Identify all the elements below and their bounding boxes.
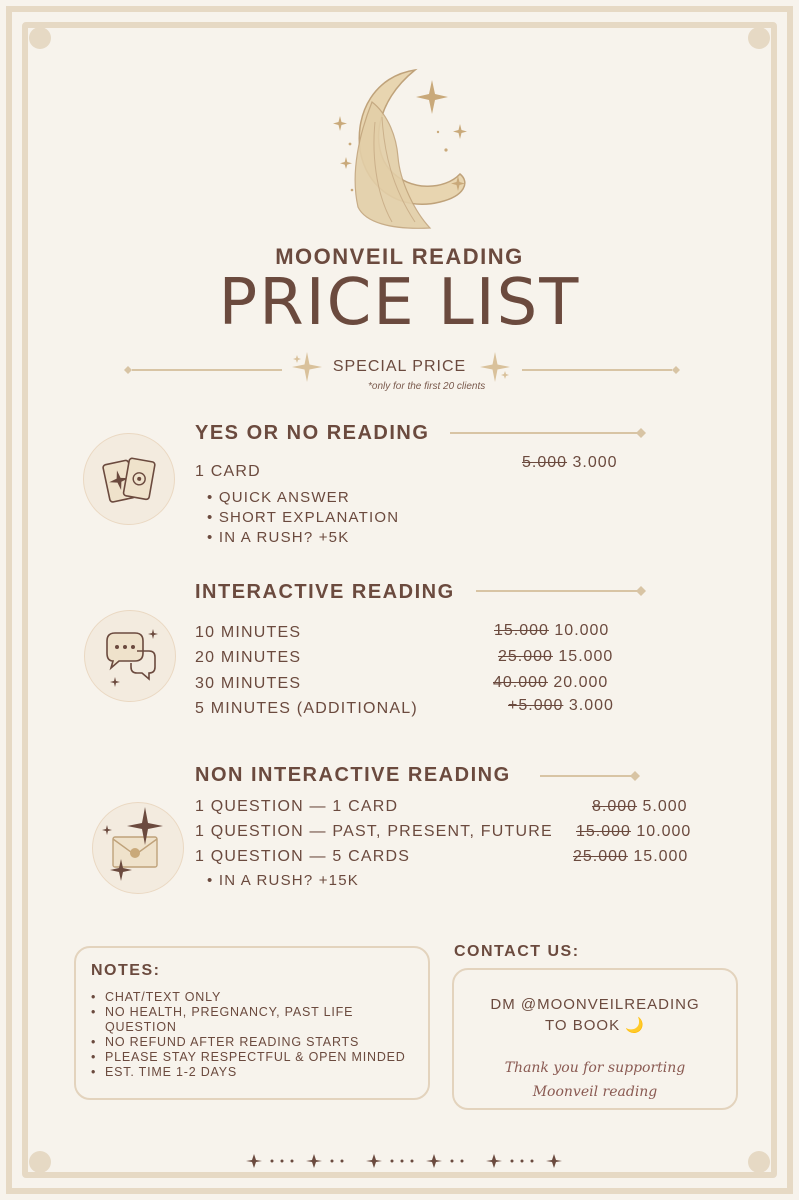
interactive-item-label: 20 MINUTES xyxy=(195,649,302,666)
crescent-moon-veil-icon xyxy=(320,62,480,237)
yes-no-icon-circle xyxy=(83,433,175,525)
yes-no-item-price xyxy=(522,454,618,472)
non-interactive-item-price xyxy=(576,823,691,841)
interactive-item-price xyxy=(493,674,608,692)
non-interactive-item-price xyxy=(592,798,688,816)
interactive-item-price xyxy=(508,697,614,715)
non-interactive-item-label: 1 QUESTION — 1 CARD xyxy=(195,798,399,815)
corner-dot-bottom-left xyxy=(29,1151,51,1173)
non-interactive-section-title: NON INTERACTIVE READING xyxy=(195,764,511,786)
interactive-item-label: 5 MINUTES (ADDITIONAL) xyxy=(195,700,418,717)
chat-bubbles-icon xyxy=(85,611,175,701)
interactive-item-label: 30 MINUTES xyxy=(195,675,302,692)
yes-no-section-title: YES OR NO READING xyxy=(195,422,430,444)
old-price: +5.000 xyxy=(508,697,564,714)
special-price-label: SPECIAL PRICE xyxy=(332,358,467,375)
note-item: • NO HEALTH, PREGNANCY, PAST LIFE QUESTION xyxy=(91,1005,411,1035)
old-price: 5.000 xyxy=(522,454,568,471)
note-item: • PLEASE STAY RESPECTFUL & OPEN MINDED xyxy=(91,1050,411,1065)
corner-dot-top-right xyxy=(748,27,770,49)
contact-title: CONTACT US: xyxy=(454,943,580,960)
non-interactive-divider xyxy=(540,769,642,783)
non-interactive-item-price xyxy=(573,848,688,866)
yes-no-divider xyxy=(450,426,648,440)
notes-title: NOTES: xyxy=(91,962,161,979)
special-price-note: *only for the first 20 clients xyxy=(368,381,486,392)
bottom-stars-decoration xyxy=(244,1150,564,1172)
interactive-item-price xyxy=(498,648,613,666)
new-price: 3.000 xyxy=(568,697,614,714)
old-price: 40.000 xyxy=(493,674,548,691)
new-price: 10.000 xyxy=(554,622,610,639)
non-interactive-bullet: • IN A RUSH? +15K xyxy=(207,872,359,889)
interactive-icon-circle xyxy=(84,610,176,702)
notes-box xyxy=(74,946,430,1100)
old-price: 15.000 xyxy=(494,622,549,639)
yes-no-bullet: • IN A RUSH? +5K xyxy=(207,529,350,546)
non-interactive-item-label: 1 QUESTION — PAST, PRESENT, FUTURE xyxy=(195,823,553,840)
thank-you-brand-line: Moonveil reading xyxy=(532,1084,658,1100)
interactive-section-title: INTERACTIVE READING xyxy=(195,581,455,603)
note-item: • NO REFUND AFTER READING STARTS xyxy=(91,1035,411,1050)
contact-book-line: TO BOOK 🌙 xyxy=(545,1017,645,1034)
note-item: • EST. TIME 1-2 DAYS xyxy=(91,1065,411,1080)
yes-no-bullet: • QUICK ANSWER xyxy=(207,489,350,506)
yes-no-item-label: 1 CARD xyxy=(195,463,261,480)
tarot-cards-icon xyxy=(84,434,174,524)
new-price: 20.000 xyxy=(553,674,609,691)
corner-dot-bottom-right xyxy=(748,1151,770,1173)
new-price: 10.000 xyxy=(636,823,692,840)
yes-no-bullet: • SHORT EXPLANATION xyxy=(207,509,400,526)
brand-name: MOONVEIL READING xyxy=(275,244,524,269)
corner-dot-top-left xyxy=(29,27,51,49)
notes-list xyxy=(91,990,411,1080)
interactive-item-price xyxy=(494,622,609,640)
interactive-item-label: 10 MINUTES xyxy=(195,624,302,641)
new-price: 15.000 xyxy=(558,648,614,665)
interactive-divider xyxy=(476,584,648,598)
old-price: 8.000 xyxy=(592,798,638,815)
new-price: 3.000 xyxy=(572,454,618,471)
page-title: PRICE LIST xyxy=(218,266,581,340)
non-interactive-item-label: 1 QUESTION — 5 CARDS xyxy=(195,848,411,865)
envelope-sparkle-icon xyxy=(93,803,183,893)
old-price: 25.000 xyxy=(573,848,628,865)
non-interactive-icon-circle xyxy=(92,802,184,894)
new-price: 15.000 xyxy=(633,848,689,865)
contact-dm-line[interactable]: DM @MOONVEILREADING xyxy=(490,996,700,1013)
old-price: 15.000 xyxy=(576,823,631,840)
old-price: 25.000 xyxy=(498,648,553,665)
new-price: 5.000 xyxy=(642,798,688,815)
note-item: • CHAT/TEXT ONLY xyxy=(91,990,411,1005)
thank-you-line: Thank you for supporting xyxy=(504,1060,686,1076)
contact-box xyxy=(452,968,738,1110)
